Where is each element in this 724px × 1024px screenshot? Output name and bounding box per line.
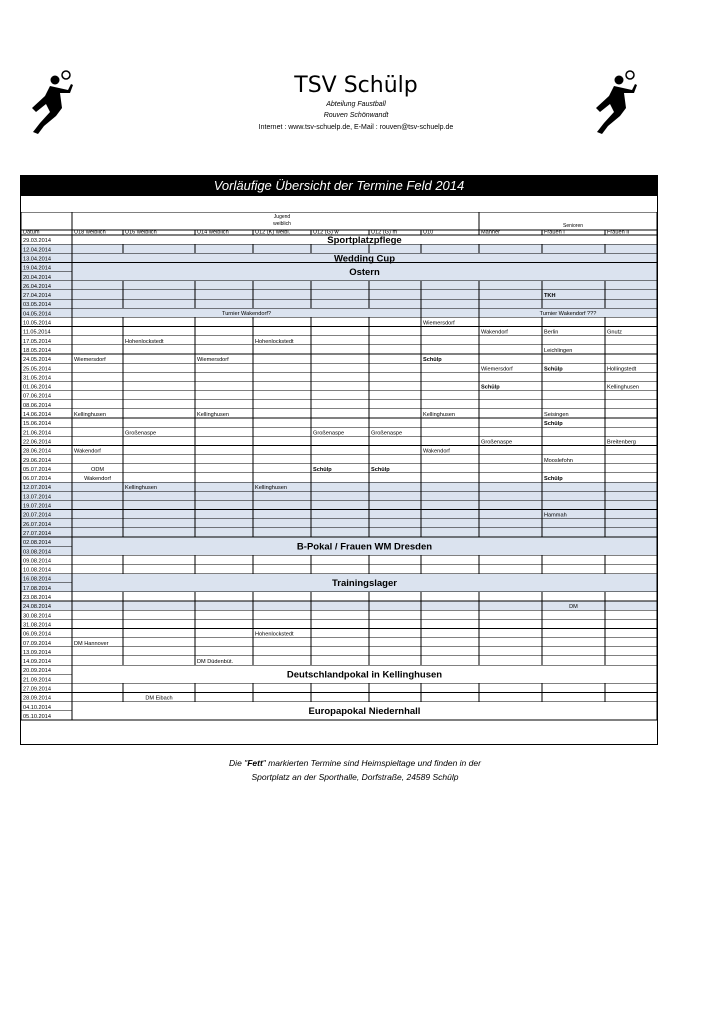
- row-date: 22.06.2014: [23, 439, 51, 446]
- schedule-table: [20, 175, 658, 745]
- table-cell: Mooslefohn: [544, 457, 573, 464]
- contact-line: Internet : www.tsv-schuelp.de, E-Mail : rouven@tsv-schuelp.de: [258, 124, 454, 131]
- row-date: 18.05.2014: [23, 347, 51, 354]
- row-date: 10.08.2014: [23, 567, 51, 574]
- group-header-jugend: Jugend: [273, 214, 291, 220]
- row-date: 29.06.2014: [23, 457, 51, 464]
- table-cell: Schülp: [544, 476, 563, 483]
- row-date: 31.08.2014: [23, 622, 51, 629]
- table-cell: Breitenberg: [607, 439, 636, 446]
- row-date: 19.07.2014: [23, 503, 51, 510]
- table-cell: Leichlingen: [544, 347, 573, 354]
- row-date: 09.08.2014: [23, 558, 51, 565]
- row-date: 13.09.2014: [23, 649, 51, 656]
- merged-label: Trainingslager: [332, 578, 397, 590]
- table-cell: Hohenlockstedt: [255, 338, 294, 345]
- row-date: 14.09.2014: [23, 659, 51, 666]
- table-cell: Kellinghusen: [74, 412, 107, 418]
- footer-note-line-2: Sportplatz an der Sporthalle, Dorfstraße, 24589 Schülp: [251, 772, 459, 782]
- table-cell: TKH: [544, 293, 556, 300]
- row-date: 03.05.2014: [23, 302, 51, 309]
- column-header: U12 (G) m: [371, 229, 398, 236]
- shaded-row: [21, 299, 657, 308]
- row-date: 01.06.2014: [23, 384, 51, 391]
- schedule-title: Vorläufige Übersicht der Termine Feld 2014: [21, 176, 657, 196]
- table-cell: Wakendorf: [84, 476, 111, 483]
- row-date: 28.09.2014: [23, 695, 51, 702]
- column-header: U14 weiblich: [197, 229, 229, 236]
- table-cell: Schülp: [313, 466, 332, 473]
- department-name: Abteilung Faustball: [326, 101, 386, 108]
- column-header: Frauen II: [607, 229, 630, 236]
- row-date: 13.04.2014: [23, 256, 51, 263]
- table-cell: Schülp: [371, 466, 390, 473]
- merged-label: Deutschlandpokal in Kellinghusen: [286, 669, 443, 681]
- row-date: 06.09.2014: [23, 631, 51, 638]
- club-title: TSV Schülp: [294, 73, 418, 98]
- merged-label: Turnier Wakendorf?: [221, 310, 272, 317]
- footer-post: " markierten Termine sind Heimspieltage und finden in der: [262, 758, 481, 768]
- column-header: U18 weiblich: [74, 229, 106, 236]
- shaded-row: [21, 519, 657, 528]
- merged-label: B-Pokal / Frauen WM Dresden: [296, 541, 433, 553]
- shaded-row: [21, 482, 657, 491]
- table-cell: Hammah: [544, 512, 567, 519]
- table-cell: Seisingen: [544, 412, 569, 418]
- row-date: 17.05.2014: [23, 338, 51, 345]
- table-cell: Hohenlockstedt: [255, 631, 294, 638]
- row-date: 04.10.2014: [23, 704, 51, 711]
- table-cell: Kellinghusen: [255, 485, 288, 492]
- row-date: 27.09.2014: [23, 686, 51, 693]
- column-header: Datum: [23, 229, 40, 236]
- table-cell: Großenaspe: [313, 430, 345, 437]
- column-header: Männer: [481, 229, 500, 236]
- table-cell: Kellinghusen: [125, 485, 158, 492]
- table-cell: Wakendorf: [481, 329, 508, 336]
- row-date: 26.04.2014: [23, 283, 51, 290]
- row-date: 13.07.2014: [23, 494, 51, 501]
- table-cell: Hollingstedt: [607, 366, 637, 373]
- row-date: 11.05.2014: [23, 329, 51, 336]
- column-header: U10: [423, 229, 434, 236]
- table-cell: DM: [569, 604, 578, 611]
- row-date: 15.06.2014: [23, 421, 51, 428]
- table-cell: DM Eibach: [145, 695, 173, 702]
- handball-player-icon: [28, 68, 76, 138]
- table-cell: DM Düdenbüt.: [197, 659, 234, 666]
- table-cell: Großenaspe: [481, 439, 513, 446]
- row-date: 28.06.2014: [23, 448, 51, 455]
- table-cell: Schülp: [423, 357, 442, 364]
- group-header-senioren: Senioren: [562, 223, 584, 229]
- row-date: 07.09.2014: [23, 640, 51, 647]
- row-date: 06.07.2014: [23, 476, 51, 483]
- table-cell: Kellinghusen: [607, 384, 640, 391]
- row-date: 30.08.2014: [23, 613, 51, 620]
- row-date: 08.06.2014: [23, 402, 51, 409]
- footer-note-line-1: [140, 758, 570, 768]
- row-date: 25.05.2014: [23, 366, 51, 373]
- merged-label: Wedding Cup: [333, 253, 396, 265]
- row-date: 31.05.2014: [23, 375, 51, 382]
- row-date: 04.05.2014: [23, 311, 51, 318]
- row-date: 21.09.2014: [23, 677, 51, 684]
- table-cell: Schülp: [544, 366, 563, 373]
- row-date: 17.08.2014: [23, 585, 51, 592]
- row-date: 20.07.2014: [23, 512, 51, 519]
- row-date: 20.09.2014: [23, 668, 51, 675]
- row-date: 21.06.2014: [23, 430, 51, 437]
- shaded-row: [21, 290, 657, 299]
- row-date: 05.10.2014: [23, 713, 51, 720]
- table-cell: Schülp: [481, 384, 500, 391]
- row-date: 27.04.2014: [23, 293, 51, 300]
- row-date: 10.05.2014: [23, 320, 51, 327]
- column-header: U16 weiblich: [125, 229, 157, 236]
- table-cell: Wiemersdorf: [423, 320, 455, 327]
- table-cell: Berlin: [544, 329, 559, 336]
- group-header-jugend: weiblich: [273, 221, 291, 227]
- contact-name: Rouven Schönwandt: [323, 112, 389, 119]
- merged-label: Europapokal Niedernhall: [308, 706, 421, 718]
- row-date: 27.07.2014: [23, 530, 51, 537]
- table-cell: Wakendorf: [423, 448, 450, 455]
- row-date: 29.03.2014: [23, 238, 51, 245]
- shaded-row: [21, 491, 657, 500]
- row-date: 03.08.2014: [23, 549, 51, 556]
- merged-label: Ostern: [349, 267, 380, 279]
- merged-label: Turnier Wakendorf ???: [539, 310, 597, 317]
- table-cell: Großenaspe: [371, 430, 403, 437]
- row-date: 14.06.2014: [23, 412, 51, 418]
- table-cell: Kellinghusen: [197, 412, 230, 418]
- table-cell: ODM: [90, 466, 105, 473]
- table-cell: Hohenlockstedt: [125, 338, 164, 345]
- row-date: 24.08.2014: [23, 604, 51, 611]
- footer-pre: Die ": [229, 758, 248, 768]
- table-cell: Schülp: [544, 421, 563, 428]
- row-date: 24.05.2014: [23, 357, 51, 364]
- table-cell: Wiemersdorf: [197, 357, 229, 364]
- row-date: 12.04.2014: [23, 247, 51, 254]
- shaded-row: [21, 528, 657, 537]
- table-cell: DM Hannover: [74, 640, 109, 647]
- footer-bold: Fett: [247, 758, 263, 768]
- column-header: U12 (K) weibl.: [255, 229, 291, 236]
- shaded-row: [21, 500, 657, 509]
- table-cell: Kellinghusen: [423, 412, 456, 418]
- shaded-row: [21, 281, 657, 290]
- row-date: 16.08.2014: [23, 576, 51, 583]
- merged-label: Sportplatzpflege: [327, 234, 402, 246]
- table-cell: Wakendorf: [74, 448, 101, 455]
- table-cell: Gnutz: [607, 329, 622, 336]
- row-date: 02.08.2014: [23, 540, 51, 547]
- column-header: Frauen I: [544, 229, 565, 236]
- row-date: 05.07.2014: [23, 466, 51, 473]
- row-date: 19.04.2014: [23, 265, 51, 272]
- schedule-grid: [21, 212, 657, 744]
- row-date: 26.07.2014: [23, 521, 51, 528]
- row-date: 12.07.2014: [23, 485, 51, 492]
- table-cell: Großenaspe: [125, 430, 157, 437]
- row-date: 07.06.2014: [23, 393, 51, 400]
- column-header: U12 (G) w: [313, 229, 339, 236]
- shaded-row: [21, 601, 657, 610]
- handball-player-icon: [592, 68, 640, 138]
- table-cell: Wiemersdorf: [74, 357, 106, 364]
- row-date: 20.04.2014: [23, 274, 51, 281]
- row-date: 23.08.2014: [23, 595, 51, 601]
- table-cell: Wiemersdorf: [481, 366, 513, 373]
